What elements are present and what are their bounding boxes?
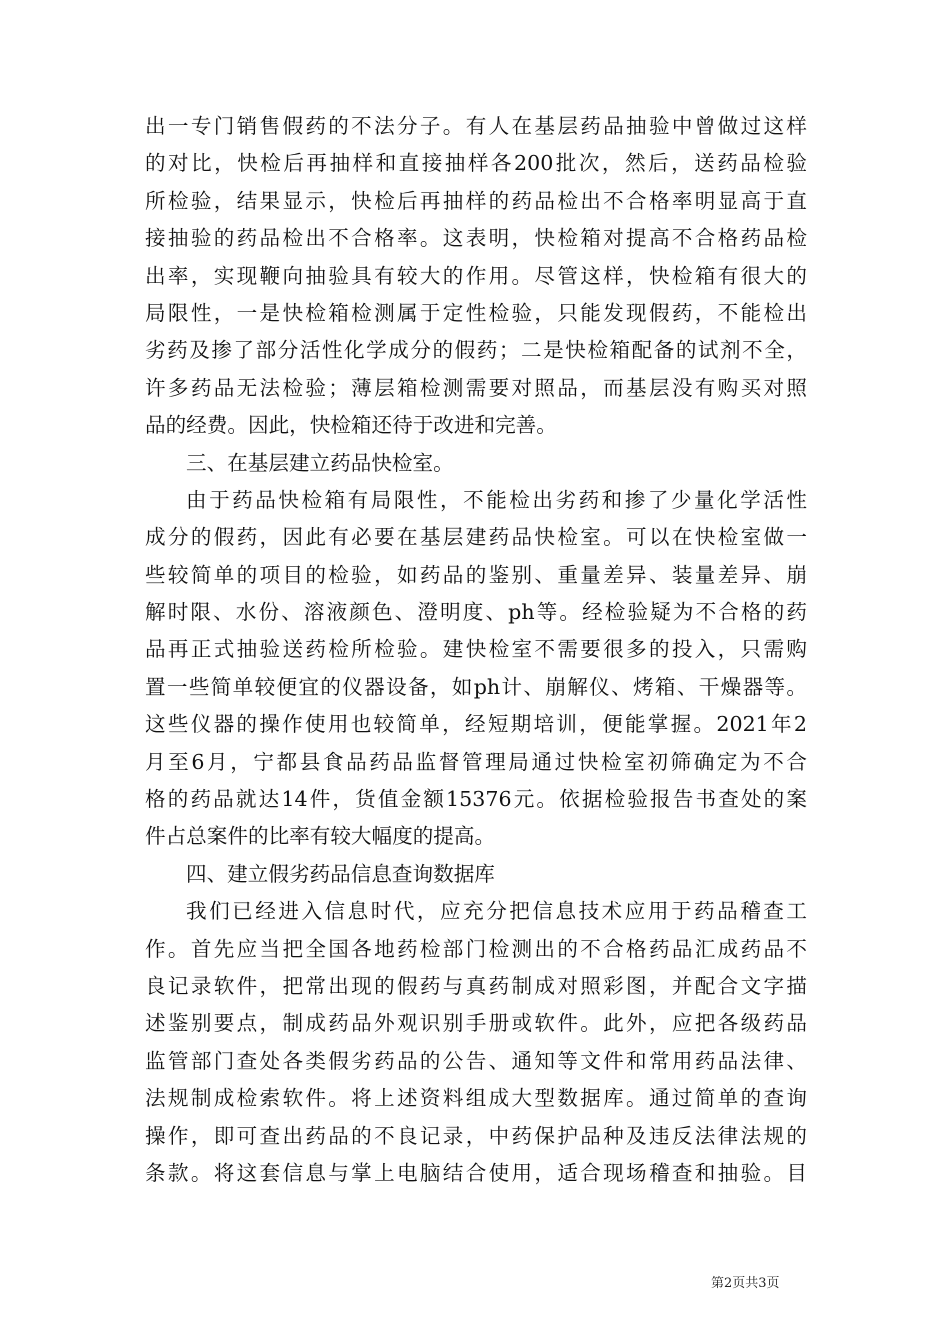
text-line: 监管部门查处各类假劣药品的公告、通知等文件和常用药品法律、	[145, 1048, 807, 1073]
text-line: 局限性，一是快检箱检测属于定性检验，只能发现假药，不能检出	[145, 300, 807, 325]
text-line: 操作，即可查出药品的不良记录，中药保护品种及违反法律法规的	[145, 1123, 807, 1148]
text-line: 解时限、水份、溶液颜色、澄明度、ph等。经检验疑为不合格的药	[145, 600, 807, 625]
text-line: 法规制成检索软件。将上述资料组成大型数据库。通过简单的查询	[145, 1086, 807, 1111]
text-line: 品再正式抽验送药检所检验。建快检室不需要很多的投入，只需购	[145, 637, 807, 662]
document-body	[145, 108, 807, 1192]
text-line: 述鉴别要点，制成药品外观识别手册或软件。此外，应把各级药品	[145, 1011, 807, 1036]
text-line: 良记录软件，把常出现的假药与真药制成对照彩图，并配合文字描	[145, 973, 807, 998]
paragraph-first-line: 我们已经进入信息时代，应充分把信息技术应用于药品稽查工	[186, 899, 807, 924]
text-line: 出一专门销售假药的不法分子。有人在基层药品抽验中曾做过这样	[145, 114, 807, 138]
text-line: 置一些简单较便宜的仪器设备，如ph计、崩解仪、烤箱、干燥器等。	[145, 674, 807, 699]
text-line: 条款。将这套信息与掌上电脑结合使用，适合现场稽查和抽验。目	[145, 1160, 807, 1185]
paragraph-first-line: 三、在基层建立药品快检室。	[186, 450, 454, 475]
text-line: 成分的假药，因此有必要在基层建药品快检室。可以在快检室做一	[145, 525, 807, 550]
page-number: 第2页共3页	[711, 1276, 780, 1291]
paragraph-first-line: 四、建立假劣药品信息查询数据库	[186, 861, 495, 886]
text-line: 的对比，快检后再抽样和直接抽样各200批次，然后，送药品检验	[145, 151, 807, 176]
text-line: 所检验，结果显示，快检后再抽样的药品检出不合格率明显高于直	[145, 188, 807, 213]
text-line: 劣药及掺了部分活性化学成分的假药；二是快检箱配备的试剂不全，	[145, 338, 807, 363]
text-line: 件占总案件的比率有较大幅度的提高。	[145, 824, 496, 849]
text-line: 出率，实现鞭向抽验具有较大的作用。尽管这样，快检箱有很大的	[145, 263, 807, 288]
text-line: 接抽验的药品检出不合格率。这表明，快检箱对提高不合格药品检	[145, 226, 807, 251]
text-line: 作。首先应当把全国各地药检部门检测出的不合格药品汇成药品不	[145, 936, 807, 961]
text-line: 许多药品无法检验；薄层箱检测需要对照品，而基层没有购买对照	[145, 375, 807, 400]
text-line: 些较简单的项目的检验，如药品的鉴别、重量差异、装量差异、崩	[145, 562, 807, 587]
text-line: 品的经费。因此，快检箱还待于改进和完善。	[145, 413, 557, 438]
text-line: 格的药品就达14件，货值金额15376元。依据检验报告书查处的案	[145, 787, 807, 812]
paragraph-first-line: 由于药品快检箱有局限性，不能检出劣药和掺了少量化学活性	[186, 487, 807, 512]
text-line: 这些仪器的操作使用也较简单，经短期培训，便能掌握。2021年2	[145, 712, 807, 737]
text-line: 月至6月，宁都县食品药品监督管理局通过快检室初筛确定为不合	[145, 749, 807, 774]
